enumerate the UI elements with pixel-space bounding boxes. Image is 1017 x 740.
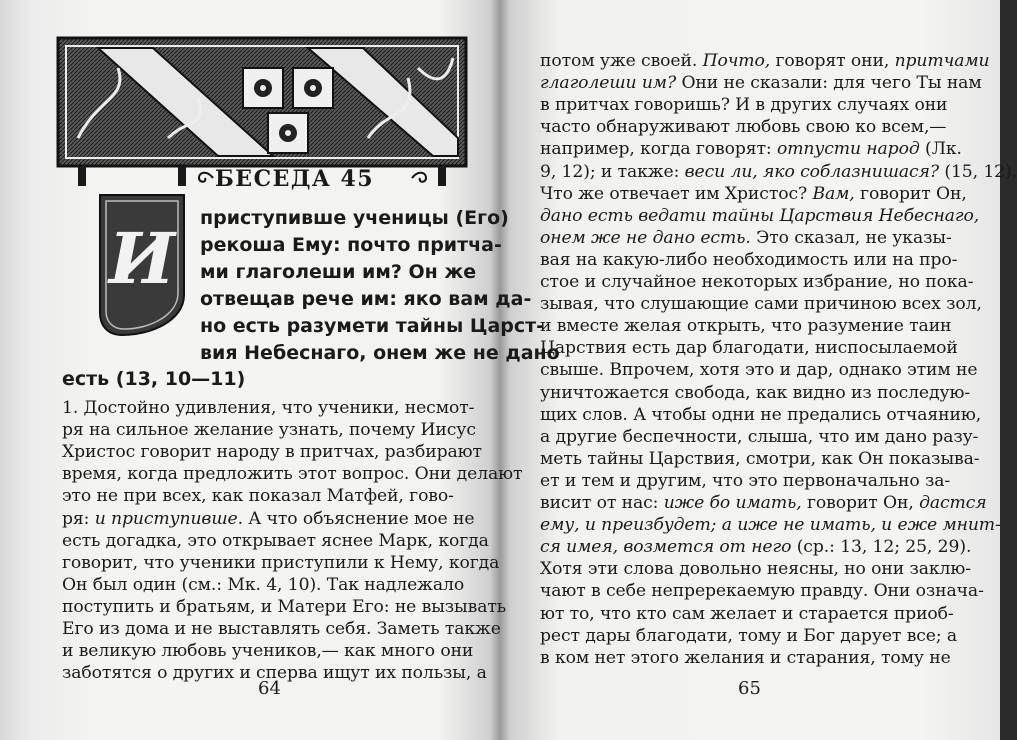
page-number-left: 64 xyxy=(258,678,281,699)
dropcap-ornament xyxy=(92,195,192,337)
text-line: 1. Достойно удивления, что ученики, несмот- xyxy=(62,398,475,418)
text-line: ют то, что кто сам желает и старается приоб- xyxy=(540,603,954,624)
text-line: ся имея, возмется от него (ср.: 13, 12; 25, 29). xyxy=(540,537,972,558)
text-line: стое и случайное некоторых избрание, но пока- xyxy=(540,272,974,292)
intro-line: рекоша Ему: почто притча- xyxy=(200,234,502,256)
text-line: онем же не дано есть. Это сказал, не указы- xyxy=(540,227,952,248)
text-line: вая на какую-либо необходимость или на про- xyxy=(540,249,958,270)
text-line: дано есть ведати тайны Царствия Небеснаго, xyxy=(540,205,980,226)
text-line: Царствия есть дар благодати, ниспосылаемой xyxy=(540,338,958,359)
text-line: поступить и братьям, и Матери Его: не вызывать xyxy=(62,596,507,617)
text-line: чают в себе непререкаемую правду. Они означа- xyxy=(540,581,984,602)
text-line: например, когда говорят: отпусти народ (Лк. xyxy=(540,139,962,160)
text-line: потом уже своей. Почто, говорят они, притчами xyxy=(540,51,990,71)
text-line: висит от нас: иже бо имать, говорит Он, дастся xyxy=(540,493,987,513)
text-line: Что же отвечает им Христос? Вам, говорит Он, xyxy=(540,183,967,204)
intro-line: приступивше ученицы (Его) xyxy=(200,207,509,229)
text-line: заботятся о других и сперва ищут их пользы, а xyxy=(62,663,487,684)
text-line: есть догадка, это открывает яснее Марк, когда xyxy=(62,530,489,551)
chapter-heading: БЕСЕДА 45 xyxy=(215,166,375,192)
text-line: щих слов. А чтобы одни не предались отчаянию, xyxy=(540,404,982,425)
intro-line: но есть разумети тайны Царст- xyxy=(200,315,545,337)
dropcap-letter: И xyxy=(108,217,176,300)
swirl-left-icon xyxy=(195,168,215,188)
swirl-right-icon xyxy=(410,168,430,188)
text-line: Хотя эти слова довольно неясны, но они заклю- xyxy=(540,559,971,580)
text-line: время, когда предложить этот вопрос. Они делают xyxy=(62,464,523,485)
text-line: 9, 12); и также: веси ли, яко соблазнишася? (15, 12). xyxy=(540,161,1017,182)
page-number-right: 65 xyxy=(738,678,761,699)
text-line: Он был один (см.: Мк. 4, 10). Так надлежало xyxy=(62,574,465,595)
text-line: ему, и преизбудет; а иже не имать, и еже мнит- xyxy=(540,515,1001,536)
text-line: зывая, что слушающие сами причиною всех зол, xyxy=(540,294,982,315)
text-line: в ком нет этого желания и старания, тому не xyxy=(540,647,951,668)
text-line: ря на сильное желание узнать, почему Иисус xyxy=(62,420,476,441)
text-line: свыше. Впрочем, хотя это и дар, однако этим не xyxy=(540,360,978,381)
intro-line: отвещав рече им: яко вам да- xyxy=(200,288,532,310)
text-line: Его из дома и не выставлять себя. Заметь также xyxy=(62,619,501,639)
text-line: часто обнаруживают любовь свою ко всем,— xyxy=(540,117,947,138)
right-page xyxy=(500,0,1017,740)
text-line: Христос говорит народу в притчах, разбирают xyxy=(62,442,482,463)
intro-line: есть (13, 10—11) xyxy=(62,368,246,390)
text-line: в притчах говоришь? И в других случаях они xyxy=(540,95,948,116)
text-line: и вместе желая открыть, что разумение таин xyxy=(540,316,952,337)
text-line: это не при всех, как показал Матфей, гово- xyxy=(62,486,454,507)
text-line: глаголеши им? Они не сказали: для чего Ты нам xyxy=(540,73,982,94)
text-line: ря: и приступивше. А что объяснение мое не xyxy=(62,508,475,529)
text-line: ет и тем и другим, что это первоначально за- xyxy=(540,470,951,491)
text-line: говорит, что ученики приступили к Нему, когда xyxy=(62,552,500,573)
text-line: рест дары благодати, тому и Бог дарует все; а xyxy=(540,625,958,646)
text-line: уничтожается свобода, как видно из последую- xyxy=(540,382,971,403)
text-line: а другие беспечности, слыша, что им дано разу- xyxy=(540,426,979,447)
intro-line: ми глаголеши им? Он же xyxy=(200,261,477,283)
text-line: меть тайны Царствия, смотри, как Он показыва- xyxy=(540,448,980,469)
text-line: и великую любовь учеников,— как много они xyxy=(62,641,474,662)
intro-line: вия Небеснаго, онем же не дано xyxy=(200,342,560,364)
